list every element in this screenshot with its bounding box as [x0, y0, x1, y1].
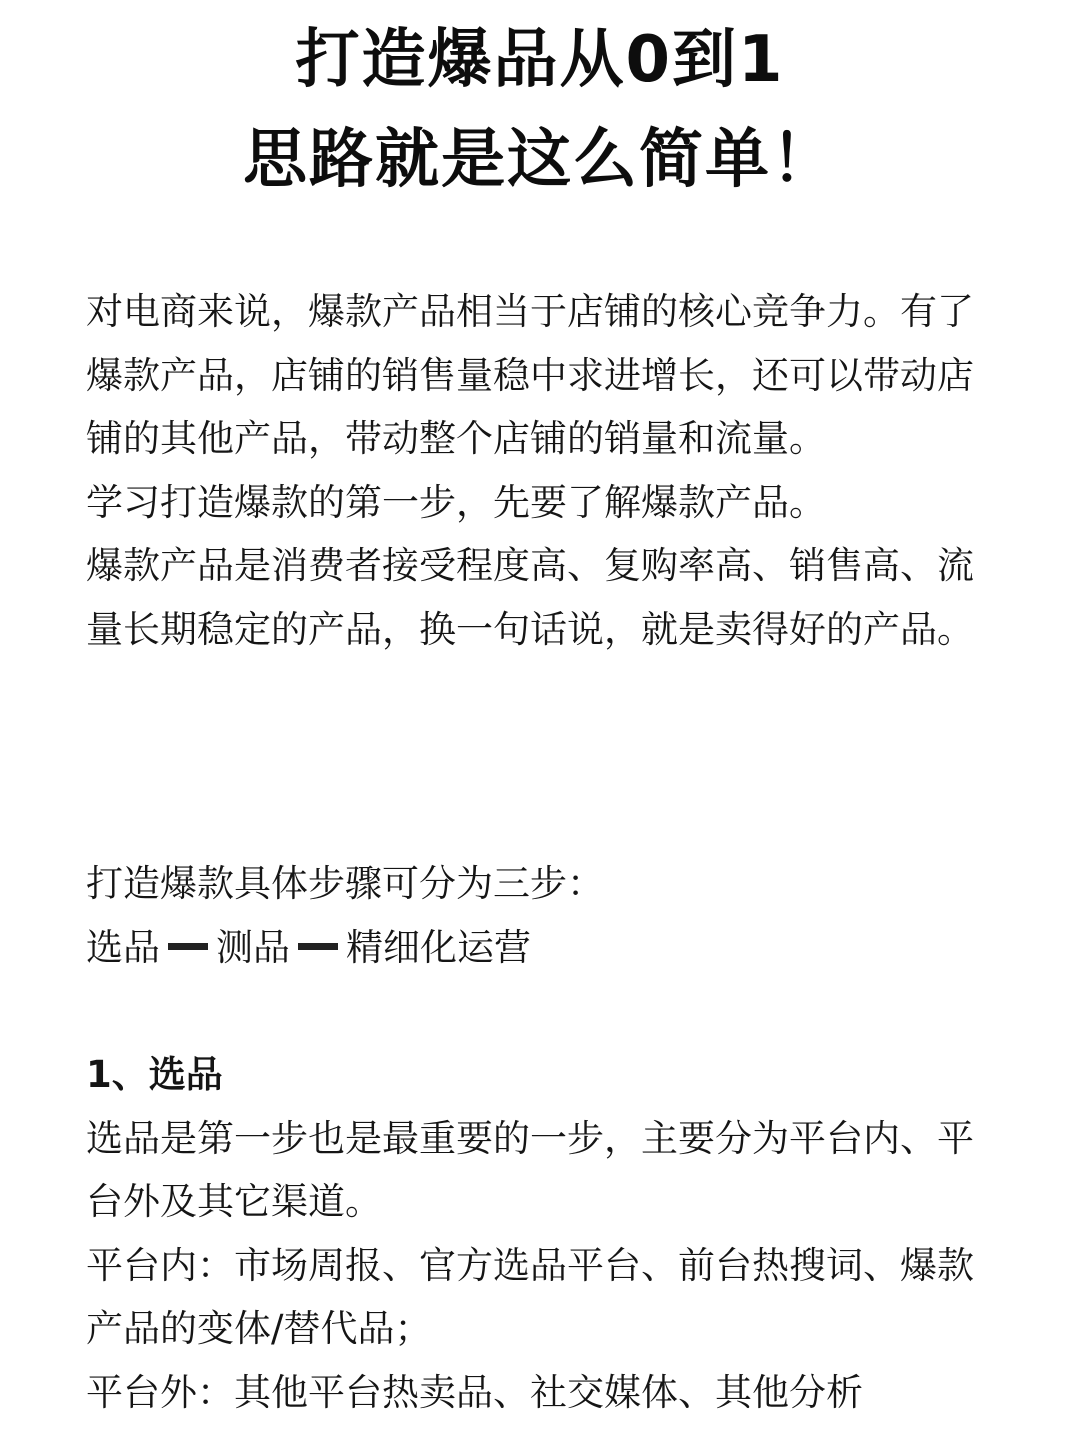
section-1-paragraph-1: 选品是第一步也是最重要的一步，主要分为平台内、平台外及其它渠道。: [86, 1116, 974, 1223]
section-1: [86, 1043, 986, 1424]
section-1-paragraph-3: 平台外：其他平台热卖品、社交媒体、其他分析: [86, 1370, 863, 1414]
intro-paragraph-3: 爆款产品是消费者接受程度高、复购率高、销售高、流量长期稳定的产品，换一句话说，就是卖得好的产品。: [86, 544, 974, 651]
page-title-line-2: 思路就是这么简单！: [243, 123, 837, 197]
page-title-line-1: 打造爆品从0到1: [295, 23, 785, 97]
section-1-paragraph-2: 平台内：市场周报、官方选品平台、前台热搜词、爆款产品的变体/替代品；: [86, 1243, 974, 1350]
step-item-2: 测品: [216, 925, 290, 969]
intro-paragraph-1: 对电商来说，爆款产品相当于店铺的核心竞争力。有了爆款产品，店铺的销售量稳中求进增长，还可以带动店铺的其他产品，带动整个店铺的销量和流量。: [86, 290, 974, 460]
step-item-3: 精细化运营: [346, 925, 531, 969]
section-1-heading: 1、选品: [86, 1053, 223, 1096]
dash-separator: [168, 943, 208, 950]
step-item-1: 选品: [86, 925, 160, 969]
intro-section: [86, 280, 986, 661]
steps-flow: [86, 916, 986, 980]
intro-paragraph-2: 学习打造爆款的第一步，先要了解爆款产品。: [86, 480, 826, 524]
steps-lead: 打造爆款具体步骤可分为三步：: [86, 862, 604, 905]
dash-separator: [298, 943, 338, 950]
steps-section: [86, 852, 986, 979]
